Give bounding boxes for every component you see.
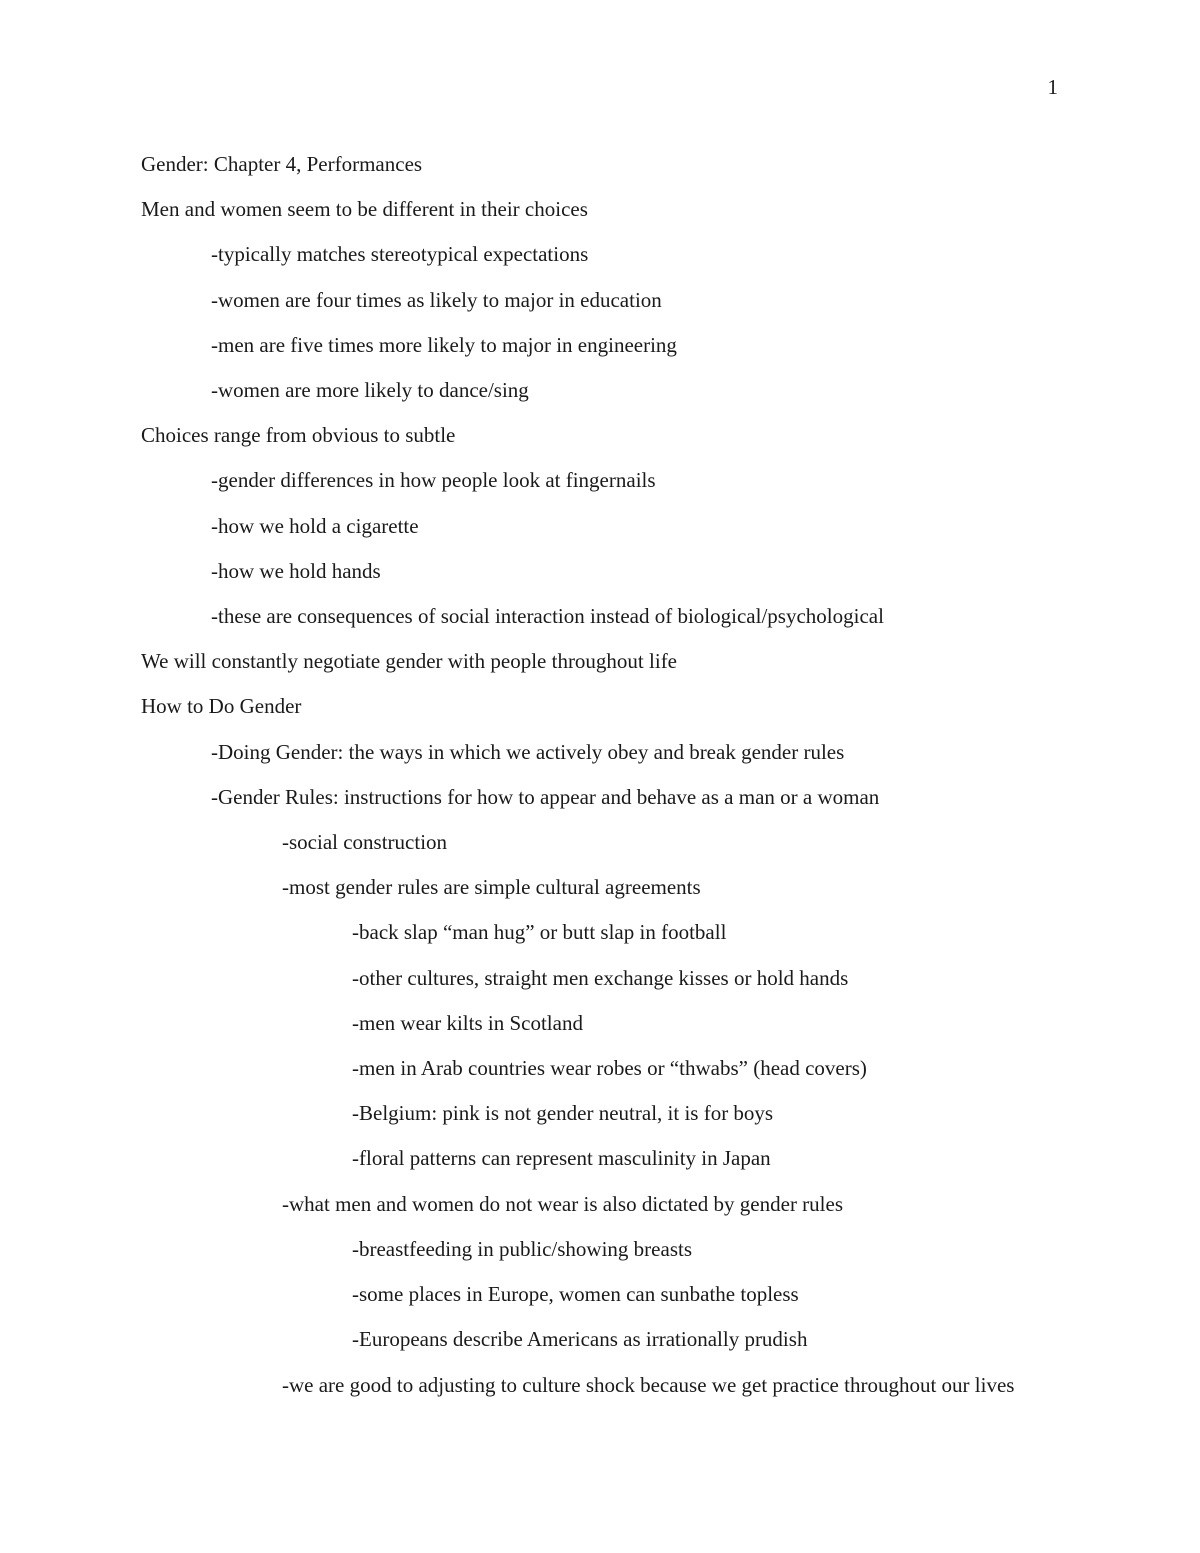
outline-item: -Belgium: pink is not gender neutral, it is for boys xyxy=(352,1101,774,1126)
outline-item: -men wear kilts in Scotland xyxy=(352,1010,583,1035)
outline-item: -social construction xyxy=(282,830,448,855)
outline-item: -floral patterns can represent masculinity in Japan xyxy=(352,1146,771,1171)
section-heading: We will constantly negotiate gender with people throughout life xyxy=(141,649,678,674)
section-heading: How to Do Gender xyxy=(141,694,302,719)
outline-item: -men in Arab countries wear robes or “thwabs” (head covers) xyxy=(352,1056,867,1081)
section-heading: Choices range from obvious to subtle xyxy=(141,423,456,448)
outline-item: -Europeans describe Americans as irrationally prudish xyxy=(352,1327,808,1352)
section-heading: Men and women seem to be different in their choices xyxy=(141,197,588,222)
notes-outline xyxy=(141,142,1061,1399)
outline-item: -breastfeeding in public/showing breasts xyxy=(352,1236,692,1261)
outline-item: -Gender Rules: instructions for how to appear and behave as a man or a woman xyxy=(211,784,880,809)
outline-item: -gender differences in how people look at fingernails xyxy=(211,468,656,493)
page-number: 1 xyxy=(1047,75,1058,99)
outline-item: -women are four times as likely to major in education xyxy=(211,287,662,312)
document-title: Gender: Chapter 4, Performances xyxy=(141,152,423,176)
outline-item: -some places in Europe, women can sunbathe topless xyxy=(352,1282,799,1307)
outline-item: -women are more likely to dance/sing xyxy=(211,378,529,403)
outline-item: -typically matches stereotypical expectations xyxy=(211,242,589,267)
outline-item: -what men and women do not wear is also dictated by gender rules xyxy=(282,1191,844,1216)
outline-item: -these are consequences of social interaction instead of biological/psychological xyxy=(211,604,884,629)
outline-item: -back slap “man hug” or butt slap in football xyxy=(352,920,727,945)
outline-item: -most gender rules are simple cultural agreements xyxy=(282,875,701,900)
outline-item: -how we hold hands xyxy=(211,558,381,583)
outline-item: -men are five times more likely to major in engineering xyxy=(211,332,677,357)
outline-item: -other cultures, straight men exchange kisses or hold hands xyxy=(352,965,849,990)
outline-item: -Doing Gender: the ways in which we actively obey and break gender rules xyxy=(211,739,845,764)
outline-item: -how we hold a cigarette xyxy=(211,513,419,538)
outline-item: -we are good to adjusting to culture shock because we get practice throughout our lives xyxy=(282,1373,1015,1398)
